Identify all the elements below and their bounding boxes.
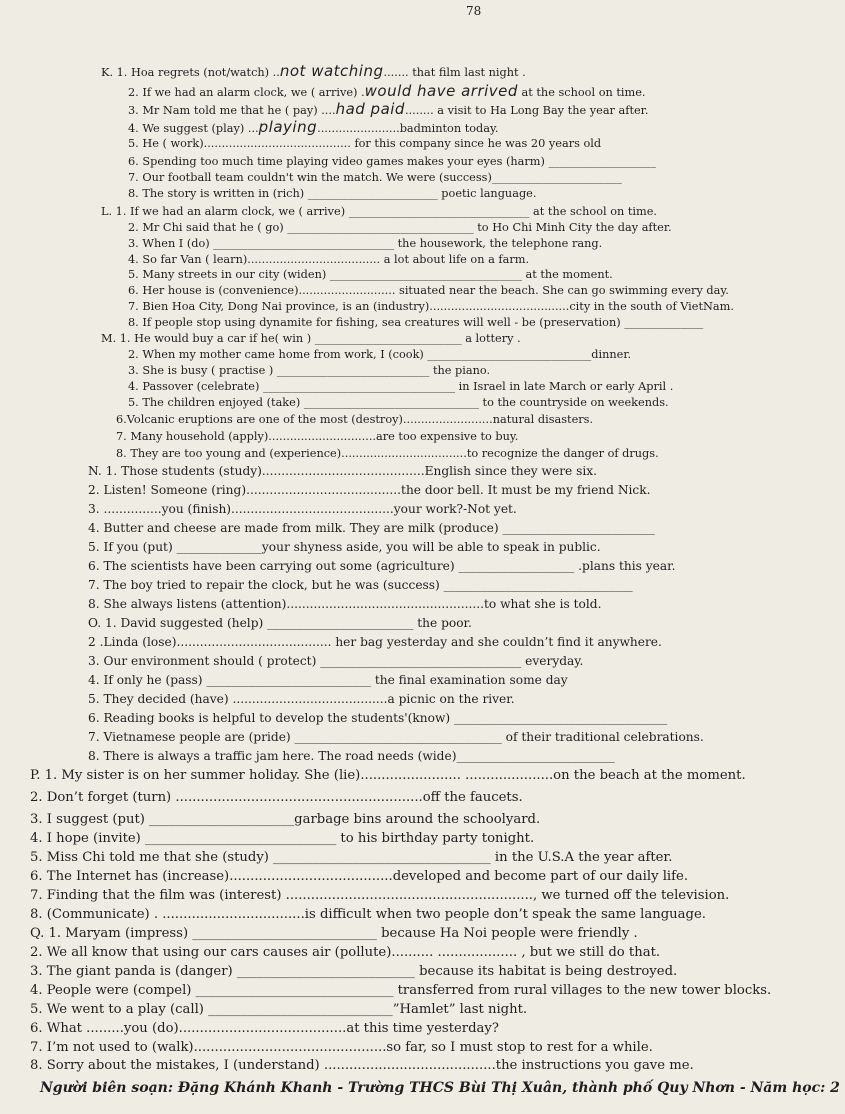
exercise-line: N. 1. Those students (study)..........................................English since they were six. bbox=[88, 464, 597, 478]
exercise-line: 2. We all know that using our cars causes air (pollute).......... ................... , but we still do that. bbox=[30, 945, 661, 960]
exercise-line: 2. Don’t forget (turn) ...........................................................off the faucets. bbox=[30, 790, 523, 805]
exercise-line: P. 1. My sister is on her summer holiday. She (lie)........................ .....................on the beach at the moment. bbox=[30, 768, 746, 783]
handwritten-answer: playing bbox=[258, 118, 318, 136]
exercise-line: 6. The Internet has (increase).......................................developed and become part of our daily life. bbox=[30, 869, 689, 884]
exercise-line: 6. Her house is (convenience)........................... situated near the beach. She can go swimming every day. bbox=[128, 284, 729, 297]
exercise-line: Q. 1. Maryam (impress) ____________________________ because Ha Noi people were friendly . bbox=[30, 926, 638, 941]
exercise-line: 2 .Linda (lose)........................................ her bag yesterday and she couldn’t find it anywhere. bbox=[88, 635, 662, 649]
exercise-line: 2. Listen! Someone (ring)........................................the door bell. It must be my friend Nick. bbox=[88, 483, 651, 497]
page-number: 78 bbox=[466, 4, 482, 18]
exercise-line: 4. So far Van ( learn)..................................... a lot about life on a farm. bbox=[128, 253, 530, 266]
exercise-line: K. 1. Hoa regrets (not/watch) ..not watching....... that film last night . bbox=[101, 62, 526, 80]
exercise-line: 7. Vietnamese people are (pride) __________________________________ of their traditional celebrations. bbox=[88, 730, 704, 744]
exercise-line: L. 1. If we had an alarm clock, we ( arrive) ________________________________ at the school on time. bbox=[101, 205, 658, 218]
exercise-line: 5. Miss Chi told me that she (study) _________________________________ in the U.S.A the year after. bbox=[30, 850, 673, 865]
exercise-line: 4. Butter and cheese are made from milk. They are milk (produce) _________________________ bbox=[88, 521, 655, 535]
exercise-line: 8. The story is written in (rich) _______________________ poetic language. bbox=[128, 187, 537, 200]
exercise-line: 2. If we had an alarm clock, we ( arrive) .would have arrived at the school on time. bbox=[128, 82, 646, 100]
exercise-line: 6. Reading books is helpful to develop the students'(know) ___________________________________ bbox=[88, 711, 668, 725]
exercise-line: 6. Spending too much time playing video games makes your eyes (harm) ___________________ bbox=[128, 155, 656, 168]
exercise-line: 6.Volcanic eruptions are one of the most (destroy).........................natural disasters. bbox=[116, 413, 594, 426]
exercise-line: 7. I’m not used to (walk)..............................................so far, so I must stop to rest for a while. bbox=[30, 1040, 653, 1055]
page-footer: Người biên soạn: Đặng Khánh Khanh - Trường THCS Bùi Thị Xuân, thành phố Quy Nhơn - Năm học: 2 bbox=[40, 1080, 840, 1096]
exercise-line: 2. Mr Chi said that he ( go) _________________________________ to Ho Chi Minh City the day after. bbox=[128, 221, 672, 234]
exercise-line: 6. The scientists have been carrying out some (agriculture) ___________________ .plans this year. bbox=[88, 559, 676, 573]
exercise-line: 3. She is busy ( practise ) ___________________________ the piano. bbox=[128, 364, 491, 377]
exercise-line: 7. Many household (apply)..............................are too expensive to buy. bbox=[116, 430, 519, 443]
exercise-line: 8. Sorry about the mistakes, I (understand) .........................................the instructions you gave me. bbox=[30, 1058, 694, 1073]
exercise-line: 8. There is always a traffic jam here. The road needs (wide)__________________________ bbox=[88, 749, 615, 763]
handwritten-answer: not watching bbox=[279, 62, 384, 80]
exercise-line: O. 1. David suggested (help) ________________________ the poor. bbox=[88, 616, 472, 630]
exercise-line: 3. When I (do) ________________________________ the housework, the telephone rang. bbox=[128, 237, 603, 250]
handwritten-answer: would have arrived bbox=[364, 82, 518, 100]
exercise-line: 4. Passover (celebrate) __________________________________ in Israel in late March or early April . bbox=[128, 380, 674, 393]
exercise-line: 2. When my mother came home from work, I (cook) _____________________________dinner. bbox=[128, 348, 632, 361]
exercise-line: 5. He ( work)......................................... for this company since he was 20 years old bbox=[128, 137, 602, 150]
exercise-line: 5. Many streets in our city (widen) __________________________________ at the moment. bbox=[128, 268, 613, 281]
exercise-line: 7. Our football team couldn't win the match. We were (success)_______________________ bbox=[128, 171, 622, 184]
exercise-line: 3. ...............you (finish)..........................................your work?-Not yet. bbox=[88, 502, 517, 516]
exercise-line: 7. Finding that the film was (interest) ..........................................................., we turned off the television. bbox=[30, 888, 730, 903]
exercise-line: 3. The giant panda is (danger) ___________________________ because its habitat is being destroyed. bbox=[30, 964, 678, 979]
exercise-line: 4. I hope (invite) _____________________________ to his birthday party tonight. bbox=[30, 831, 535, 846]
exercise-line: 4. People were (compel) ______________________________ transferred from rural villages to the new tower blocks. bbox=[30, 983, 772, 998]
exercise-line: M. 1. He would buy a car if he( win ) __________________________ a lottery . bbox=[101, 332, 521, 345]
exercise-line: 3. Mr Nam told me that he ( pay) ....had paid........ a visit to Ha Long Bay the year after. bbox=[128, 100, 649, 118]
exercise-line: 8. If people stop using dynamite for fishing, sea creatures will well - be (preservation) ______________ bbox=[128, 316, 704, 329]
exercise-line: 4. If only he (pass) ___________________________ the final examination some day bbox=[88, 673, 568, 687]
exercise-line: 5. We went to a play (call) ____________________________”Hamlet” last night. bbox=[30, 1002, 528, 1017]
exercise-line: 8. They are too young and (experience)...................................to recognize the danger of drugs. bbox=[116, 447, 659, 460]
exercise-line: 5. They decided (have) ........................................a picnic on the river. bbox=[88, 692, 515, 706]
exercise-line: 3. Our environment should ( protect) _________________________________ everyday. bbox=[88, 654, 584, 668]
handwritten-answer: had paid bbox=[335, 100, 405, 118]
exercise-line: 6. What .........you (do)........................................at this time yesterday? bbox=[30, 1021, 499, 1036]
exercise-line: 5. The children enjoyed (take) _______________________________ to the countryside on weekends. bbox=[128, 396, 669, 409]
exercise-line: 8. (Communicate) . ..................................is difficult when two people don’t speak the same language. bbox=[30, 907, 706, 922]
exercise-line: 4. We suggest (play) ...playing.......................badminton today. bbox=[128, 118, 499, 136]
exercise-line: 8. She always listens (attention)...................................................to what she is told. bbox=[88, 597, 602, 611]
exercise-line: 7. Bien Hoa City, Dong Nai province, is an (industry).......................................city in the south of VietNam. bbox=[128, 300, 734, 313]
exercise-line: 5. If you (put) ______________your shyness aside, you will be able to speak in public. bbox=[88, 540, 601, 554]
exercise-line: 7. The boy tried to repair the clock, but he was (success) _______________________________ bbox=[88, 578, 633, 592]
exercise-line: 3. I suggest (put) ______________________garbage bins around the schoolyard. bbox=[30, 812, 541, 827]
